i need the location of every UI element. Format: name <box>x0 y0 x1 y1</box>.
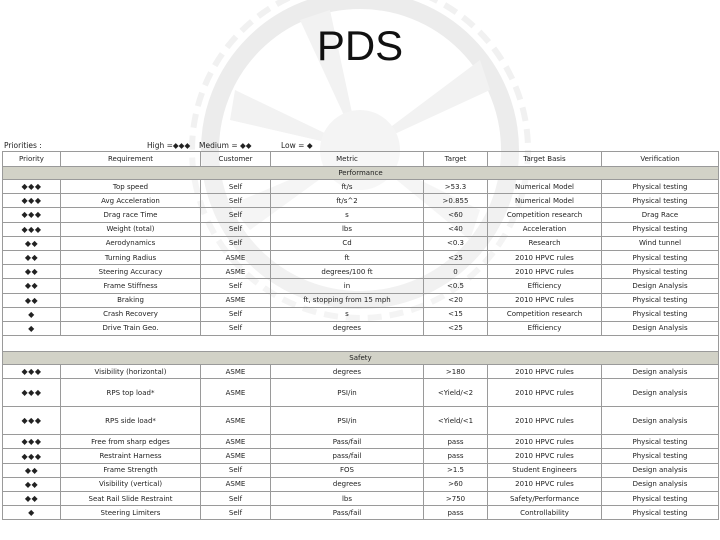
verification-cell: Physical testing <box>602 194 719 208</box>
table-row <box>3 492 719 506</box>
requirement-cell: Seat Rail Slide Restraint <box>61 492 201 506</box>
basis-cell: 2010 HPVC rules <box>488 435 602 449</box>
section-header-row <box>3 167 719 180</box>
verification-cell: Physical testing <box>602 506 719 520</box>
verification-cell: Physical testing <box>602 435 719 449</box>
priority-diamonds: ◆◆◆ <box>3 208 61 222</box>
customer-cell: Self <box>201 321 271 335</box>
target-cell: <60 <box>424 208 488 222</box>
metric-cell: ft/s^2 <box>271 194 424 208</box>
priority-diamonds: ◆◆◆ <box>3 365 61 379</box>
target-cell: >53.3 <box>424 180 488 194</box>
metric-cell: PSI/in <box>271 407 424 435</box>
table-row <box>3 265 719 279</box>
requirement-cell: Braking <box>61 293 201 307</box>
target-cell: pass <box>424 506 488 520</box>
basis-cell: 2010 HPVC rules <box>488 265 602 279</box>
table-row <box>3 435 719 449</box>
table-row <box>3 307 719 321</box>
metric-cell: Pass/fail <box>271 435 424 449</box>
header-priority: Priority <box>3 152 61 167</box>
customer-cell: ASME <box>201 379 271 407</box>
metric-cell: ft/s <box>271 180 424 194</box>
verification-cell: Design Analysis <box>602 279 719 293</box>
section-spacer-row <box>3 336 719 352</box>
legend-label: Priorities : <box>4 141 42 150</box>
table-row <box>3 365 719 379</box>
target-cell: <20 <box>424 293 488 307</box>
verification-cell: Design analysis <box>602 477 719 491</box>
basis-cell: Competition research <box>488 307 602 321</box>
target-cell: >750 <box>424 492 488 506</box>
priority-diamonds: ◆◆◆ <box>3 435 61 449</box>
verification-cell: Design analysis <box>602 365 719 379</box>
verification-cell: Drag Race <box>602 208 719 222</box>
metric-cell: Pass/fail <box>271 506 424 520</box>
metric-cell: degrees <box>271 321 424 335</box>
customer-cell: Self <box>201 506 271 520</box>
customer-cell: Self <box>201 180 271 194</box>
target-cell: <15 <box>424 307 488 321</box>
target-cell: <0.3 <box>424 236 488 250</box>
table-row <box>3 222 719 236</box>
customer-cell: Self <box>201 307 271 321</box>
requirement-cell: Top speed <box>61 180 201 194</box>
target-cell: >0.855 <box>424 194 488 208</box>
table-row <box>3 208 719 222</box>
requirement-cell: Weight (total) <box>61 222 201 236</box>
requirement-cell: Drive Train Geo. <box>61 321 201 335</box>
basis-cell: 2010 HPVC rules <box>488 379 602 407</box>
header-target-basis: Target Basis <box>488 152 602 167</box>
header-verification: Verification <box>602 152 719 167</box>
basis-cell: Safety/Performance <box>488 492 602 506</box>
table-row <box>3 321 719 335</box>
table-row <box>3 379 719 407</box>
metric-cell: FOS <box>271 463 424 477</box>
customer-cell: Self <box>201 208 271 222</box>
requirement-cell: Crash Recovery <box>61 307 201 321</box>
requirement-cell: Steering Limiters <box>61 506 201 520</box>
requirement-cell: Avg Acceleration <box>61 194 201 208</box>
metric-cell: degrees/100 ft <box>271 265 424 279</box>
requirement-cell: Visibility (vertical) <box>61 477 201 491</box>
target-cell: <Yield/<2 <box>424 379 488 407</box>
basis-cell: Efficiency <box>488 279 602 293</box>
requirement-cell: Restraint Harness <box>61 449 201 463</box>
customer-cell: ASME <box>201 407 271 435</box>
target-cell: <40 <box>424 222 488 236</box>
priority-diamonds: ◆◆ <box>3 265 61 279</box>
basis-cell: 2010 HPVC rules <box>488 293 602 307</box>
basis-cell: Controllability <box>488 506 602 520</box>
legend-low: Low = ◆ <box>281 141 313 150</box>
basis-cell: Numerical Model <box>488 180 602 194</box>
verification-cell: Wind tunnel <box>602 236 719 250</box>
priority-diamonds: ◆ <box>3 307 61 321</box>
basis-cell: Numerical Model <box>488 194 602 208</box>
metric-cell: degrees <box>271 365 424 379</box>
customer-cell: Self <box>201 236 271 250</box>
basis-cell: Efficiency <box>488 321 602 335</box>
metric-cell: s <box>271 208 424 222</box>
customer-cell: ASME <box>201 265 271 279</box>
section-header-row <box>3 352 719 365</box>
verification-cell: Physical testing <box>602 293 719 307</box>
header-requirement: Requirement <box>61 152 201 167</box>
customer-cell: ASME <box>201 435 271 449</box>
table-row <box>3 180 719 194</box>
table-row <box>3 236 719 250</box>
priority-diamonds: ◆◆◆ <box>3 449 61 463</box>
table-row <box>3 477 719 491</box>
priority-diamonds: ◆◆ <box>3 293 61 307</box>
verification-cell: Physical testing <box>602 265 719 279</box>
header-metric: Metric <box>271 152 424 167</box>
priority-diamonds: ◆◆ <box>3 463 61 477</box>
section-title: Performance <box>3 167 719 180</box>
priority-diamonds: ◆◆ <box>3 236 61 250</box>
table-row <box>3 250 719 264</box>
metric-cell: s <box>271 307 424 321</box>
priority-diamonds: ◆◆◆ <box>3 407 61 435</box>
verification-cell: Physical testing <box>602 307 719 321</box>
target-cell: <25 <box>424 321 488 335</box>
priority-diamonds: ◆ <box>3 321 61 335</box>
table-row <box>3 449 719 463</box>
priority-diamonds: ◆◆◆ <box>3 180 61 194</box>
customer-cell: ASME <box>201 449 271 463</box>
requirement-cell: Frame Strength <box>61 463 201 477</box>
pds-table <box>2 151 719 520</box>
target-cell: >60 <box>424 477 488 491</box>
verification-cell: Design Analysis <box>602 321 719 335</box>
verification-cell: Design analysis <box>602 463 719 477</box>
table-row <box>3 279 719 293</box>
metric-cell: Cd <box>271 236 424 250</box>
priority-diamonds: ◆◆ <box>3 279 61 293</box>
requirement-cell: Frame Stiffness <box>61 279 201 293</box>
metric-cell: lbs <box>271 492 424 506</box>
customer-cell: Self <box>201 463 271 477</box>
metric-cell: degrees <box>271 477 424 491</box>
basis-cell: Acceleration <box>488 222 602 236</box>
priority-diamonds: ◆◆ <box>3 250 61 264</box>
metric-cell: ft, stopping from 15 mph <box>271 293 424 307</box>
customer-cell: ASME <box>201 365 271 379</box>
page-title: PDS <box>316 22 404 69</box>
customer-cell: ASME <box>201 250 271 264</box>
priority-diamonds: ◆ <box>3 506 61 520</box>
basis-cell: 2010 HPVC rules <box>488 477 602 491</box>
verification-cell: Physical testing <box>602 492 719 506</box>
customer-cell: Self <box>201 222 271 236</box>
table-row <box>3 463 719 477</box>
target-cell: <25 <box>424 250 488 264</box>
header-customer: Customer <box>201 152 271 167</box>
requirement-cell: Visibility (horizontal) <box>61 365 201 379</box>
customer-cell: Self <box>201 194 271 208</box>
requirement-cell: RPS side load* <box>61 407 201 435</box>
priority-diamonds: ◆◆ <box>3 492 61 506</box>
table-row <box>3 293 719 307</box>
customer-cell: Self <box>201 279 271 293</box>
requirement-cell: RPS top load* <box>61 379 201 407</box>
basis-cell: 2010 HPVC rules <box>488 449 602 463</box>
requirement-cell: Aerodynamics <box>61 236 201 250</box>
priority-diamonds: ◆◆ <box>3 477 61 491</box>
target-cell: <Yield/<1 <box>424 407 488 435</box>
basis-cell: 2010 HPVC rules <box>488 250 602 264</box>
requirement-cell: Free from sharp edges <box>61 435 201 449</box>
basis-cell: 2010 HPVC rules <box>488 365 602 379</box>
verification-cell: Design analysis <box>602 407 719 435</box>
verification-cell: Physical testing <box>602 250 719 264</box>
priority-diamonds: ◆◆◆ <box>3 194 61 208</box>
metric-cell: in <box>271 279 424 293</box>
table-header-row <box>3 152 719 167</box>
target-cell: pass <box>424 435 488 449</box>
target-cell: >1.5 <box>424 463 488 477</box>
basis-cell: Competition research <box>488 208 602 222</box>
section-title: Safety <box>3 352 719 365</box>
requirement-cell: Steering Accuracy <box>61 265 201 279</box>
metric-cell: lbs <box>271 222 424 236</box>
metric-cell: PSI/in <box>271 379 424 407</box>
customer-cell: ASME <box>201 477 271 491</box>
verification-cell: Physical testing <box>602 449 719 463</box>
spacer-cell <box>3 336 719 352</box>
basis-cell: Research <box>488 236 602 250</box>
legend-high: High =◆◆◆ <box>147 141 191 150</box>
legend-medium: Medium = ◆◆ <box>199 141 252 150</box>
requirement-cell: Drag race Time <box>61 208 201 222</box>
metric-cell: ft <box>271 250 424 264</box>
priority-diamonds: ◆◆◆ <box>3 379 61 407</box>
metric-cell: pass/fail <box>271 449 424 463</box>
customer-cell: Self <box>201 492 271 506</box>
verification-cell: Physical testing <box>602 222 719 236</box>
header-target: Target <box>424 152 488 167</box>
priority-diamonds: ◆◆◆ <box>3 222 61 236</box>
target-cell: pass <box>424 449 488 463</box>
requirement-cell: Turning Radius <box>61 250 201 264</box>
customer-cell: ASME <box>201 293 271 307</box>
table-row <box>3 194 719 208</box>
target-cell: 0 <box>424 265 488 279</box>
table-row <box>3 407 719 435</box>
verification-cell: Design analysis <box>602 379 719 407</box>
verification-cell: Physical testing <box>602 180 719 194</box>
target-cell: >180 <box>424 365 488 379</box>
basis-cell: 2010 HPVC rules <box>488 407 602 435</box>
target-cell: <0.5 <box>424 279 488 293</box>
table-row <box>3 506 719 520</box>
basis-cell: Student Engineers <box>488 463 602 477</box>
